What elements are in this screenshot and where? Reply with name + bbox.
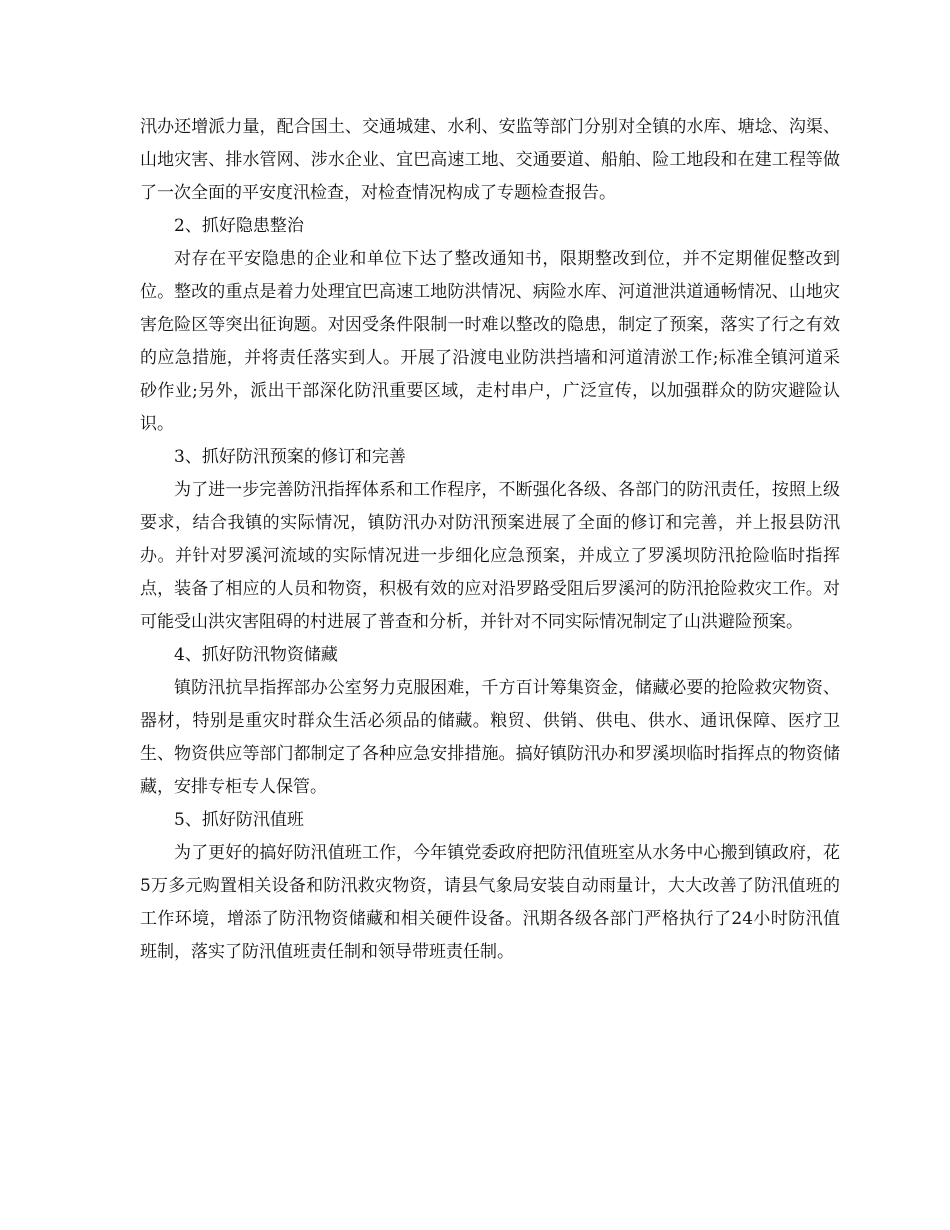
heading-hazard-rectification: 2、抓好隐患整治 (174, 216, 304, 236)
paragraph-plan-revision: 为了进一步完善防汛指挥体系和工作程序，不断强化各级、各部门的防汛责任，按照上级要求，结合我镇的实际情况，镇防汛办对防汛预案进展了全面的修订和完善，并上报县防汛办。并针对罗溪河流域的实际情况进一步细化应急预案，并成立了罗溪坝防汛抢险临时指挥点，装备了相应的人员和物资，积极有效的应对沿罗路受阻后罗溪河的防汛抢险救灾工作。对可能受山洪灾害阻碍的村进展了普查和分析，并针对不同实际情况制定了山洪避险预案。 (140, 480, 840, 632)
paragraph-flood-duty: 为了更好的搞好防汛值班工作，今年镇党委政府把防汛值班室从水务中心搬到镇政府，花5万多元购置相关设备和防汛救灾物资，请县气象局安装自动雨量计，大大改善了防汛值班的工作环境，增添了防汛物资储藏和相关硬件设备。汛期各级各部门严格执行了24小时防汛值班制，落实了防汛值班责任制和领导带班责任制。 (140, 843, 840, 962)
heading-material-reserve: 4、抓好防汛物资储藏 (174, 645, 338, 665)
heading-flood-duty: 5、抓好防汛值班 (174, 810, 304, 830)
paragraph-material-reserve: 镇防汛抗旱指挥部办公室努力克服困难，千方百计筹集资金，储藏必要的抢险救灾物资、器材，特别是重灾时群众生活必须品的储藏。粮贸、供销、供电、供水、通讯保障、医疗卫生、物资供应等部门都制定了各种应急安排措施。搞好镇防汛办和罗溪坝临时指挥点的物资储藏，安排专柜专人保管。 (140, 678, 840, 797)
paragraph-inspection-continued: 汛办还增派力量，配合国土、交通城建、水利、安监等部门分别对全镇的水库、塘埝、沟渠、山地灾害、排水管网、涉水企业、宜巴高速工地、交通要道、船舶、险工地段和在建工程等做了一次全面的平安度汛检查，对检查情况构成了专题检查报告。 (140, 117, 840, 203)
heading-plan-revision: 3、抓好防汛预案的修订和完善 (174, 447, 406, 467)
paragraph-hazard-rectification: 对存在平安隐患的企业和单位下达了整改通知书，限期整改到位，并不定期催促整改到位。整改的重点是着力处理宜巴高速工地防洪情况、病险水库、河道泄洪道通畅情况、山地灾害危险区等突出征询题。对因受条件限制一时难以整改的隐患，制定了预案，落实了行之有效的应急措施，并将责任落实到人。开展了沿渡电业防洪挡墙和河道清淤工作;标准全镇河道采砂作业;另外，派出干部深化防汛重要区域，走村串户，广泛宣传，以加强群众的防灾避险认识。 (140, 249, 840, 434)
